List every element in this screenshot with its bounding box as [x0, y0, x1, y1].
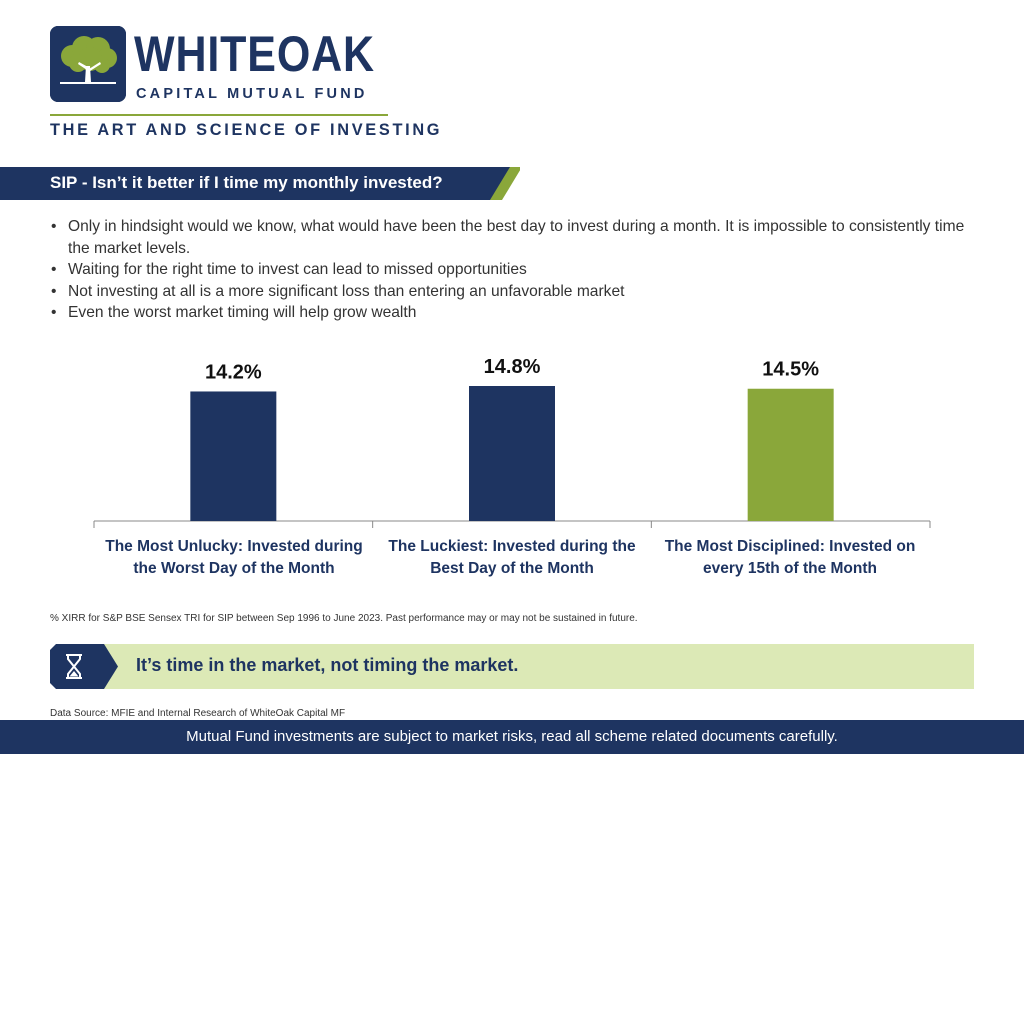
bar-chart-canvas — [0, 340, 1024, 536]
chart-footnote: % XIRR for S&P BSE Sensex TRI for SIP between Sep 1996 to June 2023. Past performance may or may not be sustained in future. — [50, 613, 638, 624]
brand-logo — [50, 26, 443, 139]
bar-2 — [469, 386, 555, 521]
bullet-item: • Only in hindsight would we know, what would have been the best day to invest during a month. It is impossible to consistently time the market levels. — [48, 216, 988, 259]
bullet-item: • Waiting for the right time to invest can lead to missed opportunities — [48, 259, 988, 281]
section-header — [0, 167, 520, 200]
bar-chart — [0, 340, 1024, 590]
section-title: SIP - Isn’t it better if I time my monthly invested? — [50, 173, 443, 192]
category-label-luckiest: The Luckiest: Invested during the Best Day of the Month — [388, 538, 636, 577]
oak-tree-icon — [50, 26, 126, 102]
bullet-item: • Not investing at all is a more significant loss than entering an unfavorable market — [48, 281, 988, 303]
brand-tagline: THE ART AND SCIENCE OF INVESTING — [50, 120, 443, 139]
bullet-item: • Even the worst market timing will help grow wealth — [48, 302, 988, 324]
bar-3 — [748, 389, 834, 521]
key-message-callout — [50, 644, 974, 689]
bar-value-label-3: 14.5% — [762, 358, 820, 381]
hourglass-icon — [50, 644, 120, 689]
bar-value-label-2: 14.8% — [483, 356, 541, 378]
bar-1 — [190, 391, 276, 521]
bar-value-label-1: 14.2% — [204, 361, 262, 384]
callout-text: It’s time in the market, not timing the market. — [136, 655, 519, 675]
brand-name: WHITEOAK — [134, 26, 375, 82]
brand-subtitle: CAPITAL MUTUAL FUND — [136, 86, 368, 102]
brand-divider — [50, 114, 388, 116]
category-label-unlucky: The Most Unlucky: Invested during the Worst Day of the Month — [105, 538, 363, 577]
disclaimer-bar: Mutual Fund investments are subject to market risks, read all scheme related documents carefully. — [0, 720, 1024, 754]
data-source: Data Source: MFIE and Internal Research of WhiteOak Capital MF — [50, 708, 346, 719]
bullet-list — [48, 216, 988, 324]
category-label-disciplined: The Most Disciplined: Invested on every 15th of the Month — [664, 538, 916, 577]
